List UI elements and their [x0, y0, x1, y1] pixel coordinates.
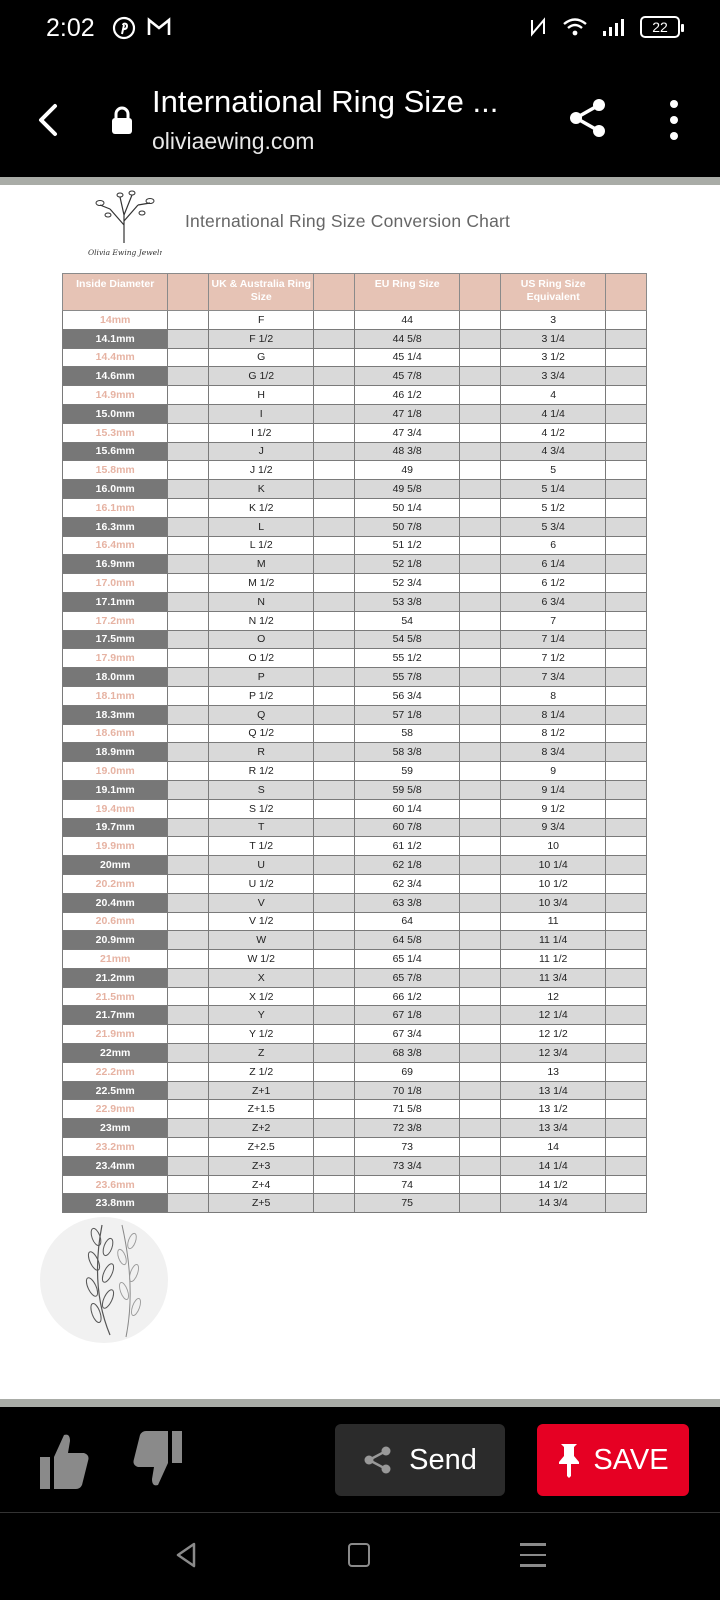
header-eu-size: EU Ring Size	[354, 274, 459, 311]
cell-eu-size: 72 3/8	[354, 1119, 459, 1138]
cell-us-size: 13 3/4	[500, 1119, 605, 1138]
cell-uk-size: J	[208, 442, 313, 461]
cell-eu-size: 47 3/4	[354, 423, 459, 442]
cell-eu-size: 64	[354, 912, 459, 931]
cell-eu-size: 53 3/8	[354, 592, 459, 611]
cell-inside-diameter: 19.9mm	[63, 837, 168, 856]
table-row	[63, 1138, 647, 1157]
table-row	[63, 592, 647, 611]
action-bar	[0, 1407, 720, 1512]
cell-inside-diameter: 22mm	[63, 1044, 168, 1063]
cell-eu-size: 73 3/4	[354, 1156, 459, 1175]
cell-eu-size: 59 5/8	[354, 780, 459, 799]
cell-uk-size: V 1/2	[208, 912, 313, 931]
table-row	[63, 837, 647, 856]
cell-uk-size: W	[208, 931, 313, 950]
battery-icon: 22	[640, 16, 680, 38]
table-row	[63, 1156, 647, 1175]
cell-inside-diameter: 16.0mm	[63, 480, 168, 499]
cell-us-size: 7	[500, 611, 605, 630]
cell-us-size: 4 1/2	[500, 423, 605, 442]
cell-eu-size: 50 1/4	[354, 498, 459, 517]
cell-inside-diameter: 20.9mm	[63, 931, 168, 950]
cell-eu-size: 54	[354, 611, 459, 630]
cell-eu-size: 64 5/8	[354, 931, 459, 950]
cell-us-size: 9 1/4	[500, 780, 605, 799]
signal-icon	[602, 17, 626, 37]
cell-us-size: 11 3/4	[500, 968, 605, 987]
cell-us-size: 6	[500, 536, 605, 555]
table-row	[63, 1119, 647, 1138]
cell-inside-diameter: 22.9mm	[63, 1100, 168, 1119]
table-row	[63, 1044, 647, 1063]
table-row	[63, 386, 647, 405]
cell-inside-diameter: 15.8mm	[63, 461, 168, 480]
cell-eu-size: 58	[354, 724, 459, 743]
cell-eu-size: 71 5/8	[354, 1100, 459, 1119]
cell-eu-size: 49	[354, 461, 459, 480]
cell-us-size: 7 1/4	[500, 630, 605, 649]
status-time: 2:02	[46, 14, 95, 42]
cell-us-size: 14 1/2	[500, 1175, 605, 1194]
cell-uk-size: L	[208, 517, 313, 536]
cell-uk-size: J 1/2	[208, 461, 313, 480]
cell-inside-diameter: 18.1mm	[63, 686, 168, 705]
cell-inside-diameter: 17.5mm	[63, 630, 168, 649]
cell-inside-diameter: 19.1mm	[63, 780, 168, 799]
cell-eu-size: 69	[354, 1062, 459, 1081]
pinterest-icon	[112, 16, 136, 40]
cell-inside-diameter: 19.7mm	[63, 818, 168, 837]
cell-uk-size: K	[208, 480, 313, 499]
table-row	[63, 950, 647, 969]
table-row	[63, 1062, 647, 1081]
table-row	[63, 818, 647, 837]
cell-us-size: 4 3/4	[500, 442, 605, 461]
cell-inside-diameter: 16.4mm	[63, 536, 168, 555]
cell-eu-size: 60 1/4	[354, 799, 459, 818]
cell-eu-size: 59	[354, 762, 459, 781]
cell-us-size: 3 3/4	[500, 367, 605, 386]
cell-uk-size: Q	[208, 705, 313, 724]
cell-inside-diameter: 14.1mm	[63, 329, 168, 348]
table-row	[63, 1194, 647, 1213]
back-button[interactable]	[28, 92, 68, 148]
cell-eu-size: 67 1/8	[354, 1006, 459, 1025]
nav-home-icon[interactable]	[348, 1543, 370, 1567]
cell-us-size: 10 1/4	[500, 856, 605, 875]
share-nodes-icon	[363, 1445, 393, 1475]
cell-us-size: 4	[500, 386, 605, 405]
browser-top-bar	[0, 62, 720, 177]
table-row	[63, 1100, 647, 1119]
cell-uk-size: U	[208, 856, 313, 875]
status-bar	[0, 0, 720, 62]
cell-inside-diameter: 21.2mm	[63, 968, 168, 987]
cell-inside-diameter: 17.2mm	[63, 611, 168, 630]
cell-uk-size: U 1/2	[208, 874, 313, 893]
cell-uk-size: O	[208, 630, 313, 649]
cell-us-size: 13	[500, 1062, 605, 1081]
table-row	[63, 1081, 647, 1100]
table-row	[63, 893, 647, 912]
table-row	[63, 874, 647, 893]
cell-uk-size: H	[208, 386, 313, 405]
cell-eu-size: 73	[354, 1138, 459, 1157]
document-top-strip	[0, 177, 720, 185]
cell-inside-diameter: 23.2mm	[63, 1138, 168, 1157]
cell-uk-size: N	[208, 592, 313, 611]
wifi-icon	[562, 17, 588, 37]
leaf-wreath-icon	[40, 1217, 168, 1343]
table-row	[63, 856, 647, 875]
cell-uk-size: I	[208, 404, 313, 423]
cell-us-size: 9 3/4	[500, 818, 605, 837]
cell-us-size: 8 1/4	[500, 705, 605, 724]
table-row	[63, 686, 647, 705]
table-row	[63, 404, 647, 423]
cell-inside-diameter: 22.5mm	[63, 1081, 168, 1100]
thumbs-up-icon	[36, 1429, 92, 1491]
gmail-icon	[146, 16, 172, 38]
nav-back-icon[interactable]	[174, 1541, 198, 1569]
table-row	[63, 743, 647, 762]
cell-eu-size: 52 1/8	[354, 555, 459, 574]
page-domain: oliviaewing.com	[152, 128, 315, 154]
cell-eu-size: 44	[354, 311, 459, 330]
cell-inside-diameter: 21.5mm	[63, 987, 168, 1006]
thumbs-down-icon	[130, 1429, 186, 1491]
cell-inside-diameter: 16.9mm	[63, 555, 168, 574]
cell-eu-size: 62 3/4	[354, 874, 459, 893]
cell-uk-size: Z+3	[208, 1156, 313, 1175]
cell-eu-size: 54 5/8	[354, 630, 459, 649]
cell-eu-size: 57 1/8	[354, 705, 459, 724]
table-row	[63, 461, 647, 480]
cell-inside-diameter: 23mm	[63, 1119, 168, 1138]
cell-us-size: 12 3/4	[500, 1044, 605, 1063]
cell-inside-diameter: 15.6mm	[63, 442, 168, 461]
cell-eu-size: 58 3/8	[354, 743, 459, 762]
cell-us-size: 4 1/4	[500, 404, 605, 423]
cell-uk-size: I 1/2	[208, 423, 313, 442]
cell-uk-size: G 1/2	[208, 367, 313, 386]
cell-us-size: 6 1/4	[500, 555, 605, 574]
cell-us-size: 12 1/2	[500, 1025, 605, 1044]
cell-us-size: 5 3/4	[500, 517, 605, 536]
cell-us-size: 3 1/4	[500, 329, 605, 348]
table-row	[63, 555, 647, 574]
cell-inside-diameter: 14.9mm	[63, 386, 168, 405]
cell-inside-diameter: 21mm	[63, 950, 168, 969]
cell-uk-size: L 1/2	[208, 536, 313, 555]
cell-inside-diameter: 19.0mm	[63, 762, 168, 781]
cell-eu-size: 44 5/8	[354, 329, 459, 348]
table-row	[63, 1175, 647, 1194]
cell-eu-size: 56 3/4	[354, 686, 459, 705]
header-inside-diameter: Inside Diameter	[63, 274, 168, 311]
cell-eu-size: 46 1/2	[354, 386, 459, 405]
cell-eu-size: 70 1/8	[354, 1081, 459, 1100]
cell-us-size: 14 3/4	[500, 1194, 605, 1213]
cell-uk-size: W 1/2	[208, 950, 313, 969]
table-row	[63, 536, 647, 555]
cell-inside-diameter: 18.6mm	[63, 724, 168, 743]
header-uk-size: UK & Australia Ring Size	[208, 274, 313, 311]
nav-recent-apps-icon[interactable]	[520, 1543, 546, 1567]
lock-icon	[110, 106, 134, 136]
cell-eu-size: 65 1/4	[354, 950, 459, 969]
table-row	[63, 311, 647, 330]
table-row	[63, 1025, 647, 1044]
cell-inside-diameter: 21.7mm	[63, 1006, 168, 1025]
cell-us-size: 11 1/4	[500, 931, 605, 950]
like-button[interactable]	[36, 1429, 92, 1491]
chevron-left-icon	[37, 103, 59, 137]
cell-uk-size: X	[208, 968, 313, 987]
cell-uk-size: M 1/2	[208, 574, 313, 593]
cell-inside-diameter: 18.0mm	[63, 668, 168, 687]
table-row	[63, 1006, 647, 1025]
cell-us-size: 3	[500, 311, 605, 330]
cell-eu-size: 74	[354, 1175, 459, 1194]
table-row	[63, 574, 647, 593]
cell-us-size: 5 1/2	[500, 498, 605, 517]
table-row	[63, 799, 647, 818]
cell-uk-size: Q 1/2	[208, 724, 313, 743]
cell-us-size: 7 1/2	[500, 649, 605, 668]
table-row	[63, 367, 647, 386]
table-row	[63, 668, 647, 687]
table-body	[63, 311, 647, 1213]
cell-eu-size: 45 7/8	[354, 367, 459, 386]
cell-us-size: 6 3/4	[500, 592, 605, 611]
cell-uk-size: S 1/2	[208, 799, 313, 818]
send-button[interactable]	[335, 1424, 505, 1496]
cell-uk-size: Z+2	[208, 1119, 313, 1138]
cell-eu-size: 51 1/2	[354, 536, 459, 555]
cell-uk-size: Z 1/2	[208, 1062, 313, 1081]
cell-eu-size: 63 3/8	[354, 893, 459, 912]
table-row	[63, 611, 647, 630]
cell-uk-size: N 1/2	[208, 611, 313, 630]
ring-size-table	[62, 273, 647, 1213]
cell-uk-size: P 1/2	[208, 686, 313, 705]
cell-eu-size: 67 3/4	[354, 1025, 459, 1044]
cell-uk-size: Z+1	[208, 1081, 313, 1100]
cell-inside-diameter: 20.2mm	[63, 874, 168, 893]
cell-us-size: 10 1/2	[500, 874, 605, 893]
dot-icon	[670, 116, 678, 124]
cell-eu-size: 48 3/8	[354, 442, 459, 461]
cell-eu-size: 68 3/8	[354, 1044, 459, 1063]
cell-us-size: 14 1/4	[500, 1156, 605, 1175]
cell-inside-diameter: 20.4mm	[63, 893, 168, 912]
table-row	[63, 780, 647, 799]
cell-uk-size: Z+1.5	[208, 1100, 313, 1119]
cell-inside-diameter: 22.2mm	[63, 1062, 168, 1081]
cell-us-size: 9	[500, 762, 605, 781]
cell-inside-diameter: 23.8mm	[63, 1194, 168, 1213]
cell-eu-size: 47 1/8	[354, 404, 459, 423]
cell-us-size: 9 1/2	[500, 799, 605, 818]
cell-inside-diameter: 18.3mm	[63, 705, 168, 724]
cell-inside-diameter: 14mm	[63, 311, 168, 330]
cell-inside-diameter: 18.9mm	[63, 743, 168, 762]
cell-uk-size: Z	[208, 1044, 313, 1063]
table-header-row	[63, 274, 647, 311]
cell-uk-size: V	[208, 893, 313, 912]
cell-us-size: 13 1/4	[500, 1081, 605, 1100]
table-row	[63, 931, 647, 950]
table-row	[63, 517, 647, 536]
cell-inside-diameter: 20.6mm	[63, 912, 168, 931]
cell-eu-size: 62 1/8	[354, 856, 459, 875]
cell-us-size: 10 3/4	[500, 893, 605, 912]
table-row	[63, 423, 647, 442]
cell-inside-diameter: 21.9mm	[63, 1025, 168, 1044]
cell-inside-diameter: 19.4mm	[63, 799, 168, 818]
table-row	[63, 705, 647, 724]
cell-eu-size: 52 3/4	[354, 574, 459, 593]
dot-icon	[670, 100, 678, 108]
table-row	[63, 912, 647, 931]
cell-inside-diameter: 17.0mm	[63, 574, 168, 593]
cell-inside-diameter: 15.0mm	[63, 404, 168, 423]
cell-inside-diameter: 16.1mm	[63, 498, 168, 517]
cell-eu-size: 45 1/4	[354, 348, 459, 367]
table-row	[63, 480, 647, 499]
cell-uk-size: R	[208, 743, 313, 762]
cell-us-size: 8 1/2	[500, 724, 605, 743]
cell-inside-diameter: 23.4mm	[63, 1156, 168, 1175]
cell-us-size: 8 3/4	[500, 743, 605, 762]
cell-eu-size: 65 7/8	[354, 968, 459, 987]
cell-us-size: 11 1/2	[500, 950, 605, 969]
cell-us-size: 10	[500, 837, 605, 856]
cell-us-size: 14	[500, 1138, 605, 1157]
cell-uk-size: M	[208, 555, 313, 574]
cell-uk-size: T	[208, 818, 313, 837]
table-row	[63, 329, 647, 348]
page-title: International Ring Size ...	[152, 84, 499, 119]
table-row	[63, 987, 647, 1006]
table-row	[63, 649, 647, 668]
save-button[interactable]	[537, 1424, 689, 1496]
table-row	[63, 442, 647, 461]
tree-logo-icon	[86, 185, 162, 257]
cell-us-size: 8	[500, 686, 605, 705]
nfc-icon	[528, 17, 548, 37]
cell-uk-size: Z+5	[208, 1194, 313, 1213]
navigation-bar	[0, 1512, 720, 1600]
cell-uk-size: T 1/2	[208, 837, 313, 856]
cell-uk-size: G	[208, 348, 313, 367]
cell-eu-size: 55 1/2	[354, 649, 459, 668]
table-row	[63, 630, 647, 649]
dislike-button[interactable]	[130, 1429, 186, 1491]
cell-inside-diameter: 15.3mm	[63, 423, 168, 442]
table-row	[63, 348, 647, 367]
cell-uk-size: K 1/2	[208, 498, 313, 517]
cell-inside-diameter: 14.6mm	[63, 367, 168, 386]
cell-uk-size: F	[208, 311, 313, 330]
chart-title: International Ring Size Conversion Chart	[185, 211, 511, 231]
cell-uk-size: P	[208, 668, 313, 687]
cell-us-size: 12 1/4	[500, 1006, 605, 1025]
cell-uk-size: Z+4	[208, 1175, 313, 1194]
cell-uk-size: F 1/2	[208, 329, 313, 348]
cell-uk-size: R 1/2	[208, 762, 313, 781]
share-icon	[566, 96, 610, 140]
cell-eu-size: 49 5/8	[354, 480, 459, 499]
cell-uk-size: Y 1/2	[208, 1025, 313, 1044]
cell-us-size: 13 1/2	[500, 1100, 605, 1119]
cell-us-size: 12	[500, 987, 605, 1006]
cell-eu-size: 50 7/8	[354, 517, 459, 536]
cell-uk-size: X 1/2	[208, 987, 313, 1006]
document-bottom-strip	[0, 1399, 720, 1407]
cell-eu-size: 66 1/2	[354, 987, 459, 1006]
cell-us-size: 5 1/4	[500, 480, 605, 499]
logo-text: Olivia Ewing Jewelry	[88, 248, 162, 257]
table-row	[63, 762, 647, 781]
cell-uk-size: Z+2.5	[208, 1138, 313, 1157]
brand-logo	[86, 185, 162, 257]
cell-inside-diameter: 20mm	[63, 856, 168, 875]
cell-inside-diameter: 17.1mm	[63, 592, 168, 611]
cell-us-size: 7 3/4	[500, 668, 605, 687]
wreath-illustration	[40, 1217, 168, 1343]
cell-us-size: 11	[500, 912, 605, 931]
header-us-size: US Ring Size Equivalent	[500, 274, 605, 311]
cell-eu-size: 55 7/8	[354, 668, 459, 687]
cell-inside-diameter: 23.6mm	[63, 1175, 168, 1194]
cell-eu-size: 75	[354, 1194, 459, 1213]
send-label: Send	[409, 1443, 477, 1476]
table-row	[63, 498, 647, 517]
share-button[interactable]	[566, 96, 614, 144]
cell-uk-size: Y	[208, 1006, 313, 1025]
cell-us-size: 5	[500, 461, 605, 480]
table-row	[63, 968, 647, 987]
table-row	[63, 724, 647, 743]
cell-us-size: 6 1/2	[500, 574, 605, 593]
dot-icon	[670, 132, 678, 140]
cell-inside-diameter: 14.4mm	[63, 348, 168, 367]
cell-inside-diameter: 16.3mm	[63, 517, 168, 536]
cell-uk-size: O 1/2	[208, 649, 313, 668]
cell-us-size: 3 1/2	[500, 348, 605, 367]
cell-eu-size: 60 7/8	[354, 818, 459, 837]
cell-inside-diameter: 17.9mm	[63, 649, 168, 668]
pin-icon	[557, 1442, 581, 1478]
cell-uk-size: S	[208, 780, 313, 799]
cell-eu-size: 61 1/2	[354, 837, 459, 856]
save-label: SAVE	[593, 1443, 669, 1476]
more-options-button[interactable]	[652, 96, 696, 144]
